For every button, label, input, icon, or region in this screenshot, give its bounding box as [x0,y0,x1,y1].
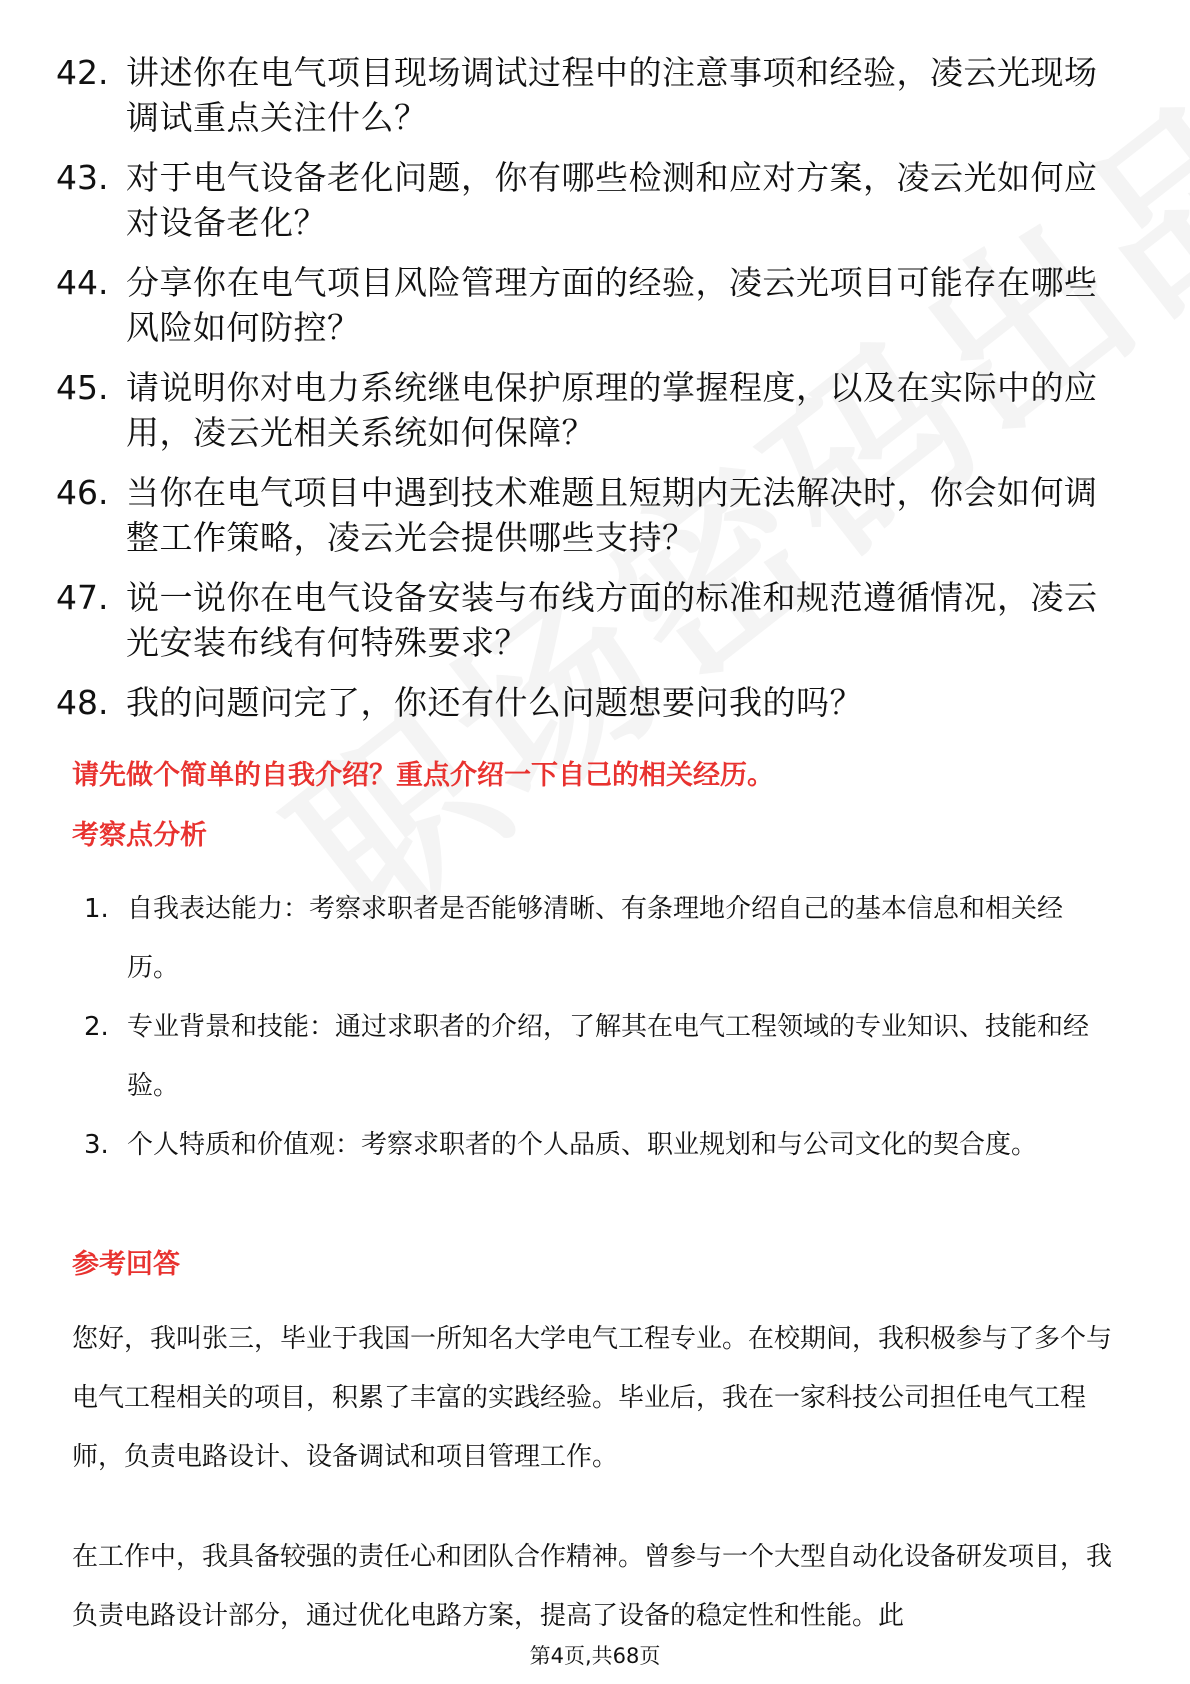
analysis-text: 个人特质和价值观：考察求职者的个人品质、职业规划和与公司文化的契合度。 [127,1130,1038,1160]
question-item-44 [56,260,1116,350]
analysis-number: 1. [84,894,109,924]
question-number: 46. [56,473,109,512]
question-number: 48. [56,683,109,722]
analysis-item [84,1116,1114,1175]
analysis-item [84,998,1114,1116]
analysis-number: 2. [84,1012,109,1042]
analysis-list [84,880,1114,1175]
analysis-heading: 考察点分析 [72,820,207,851]
question-number: 45. [56,368,109,407]
question-item-43 [56,155,1116,245]
question-item-47 [56,575,1116,665]
main-question-heading: 请先做个简单的自我介绍？重点介绍一下自己的相关经历。 [72,760,774,791]
question-list [56,50,1116,740]
question-text: 说一说你在电气设备安装与布线方面的标准和规范遵循情况，凌云光安装布线有何特殊要求？ [126,578,1098,662]
question-text: 对于电气设备老化问题，你有哪些检测和应对方案，凌云光如何应对设备老化？ [126,158,1098,242]
question-item-48 [56,680,1116,725]
question-number: 43. [56,158,109,197]
question-number: 47. [56,578,109,617]
question-text: 我的问题问完了，你还有什么问题想要问我的吗？ [126,683,863,722]
analysis-text: 自我表达能力：考察求职者是否能够清晰、有条理地介绍自己的基本信息和相关经历。 [127,894,1064,983]
question-text: 请说明你对电力系统继电保护原理的掌握程度，以及在实际中的应用，凌云光相关系统如何保障？ [126,368,1098,452]
analysis-text: 专业背景和技能：通过求职者的介绍，了解其在电气工程领域的专业知识、技能和经验。 [127,1012,1090,1101]
question-text: 分享你在电气项目风险管理方面的经验，凌云光项目可能存在哪些风险如何防控？ [126,263,1098,347]
analysis-item [84,880,1114,998]
question-number: 44. [56,263,109,302]
answer-paragraph: 在工作中，我具备较强的责任心和团队合作精神。曾参与一个大型自动化设备研发项目，我负责电路设计部分，通过优化电路方案，提高了设备的稳定性和性能。此 [72,1542,1113,1631]
question-item-42 [56,50,1116,140]
question-item-46 [56,470,1116,560]
analysis-number: 3. [84,1130,109,1160]
question-text: 讲述你在电气项目现场调试过程中的注意事项和经验，凌云光现场调试重点关注什么？ [126,53,1098,137]
answer-paragraph: 您好，我叫张三，毕业于我国一所知名大学电气工程专业。在校期间，我积极参与了多个与电气工程相关的项目，积累了丰富的实践经验。毕业后，我在一家科技公司担任电气工程师，负责电路设计、设备调试和项目管理工作。 [72,1324,1113,1472]
question-item-45 [56,365,1116,455]
page-footer: 第4页,共68页 [529,1644,661,1668]
answer-heading: 参考回答 [72,1249,180,1280]
question-number: 42. [56,53,109,92]
question-text: 当你在电气项目中遇到技术难题且短期内无法解决时，你会如何调整工作策略，凌云光会提供哪些支持？ [126,473,1098,557]
